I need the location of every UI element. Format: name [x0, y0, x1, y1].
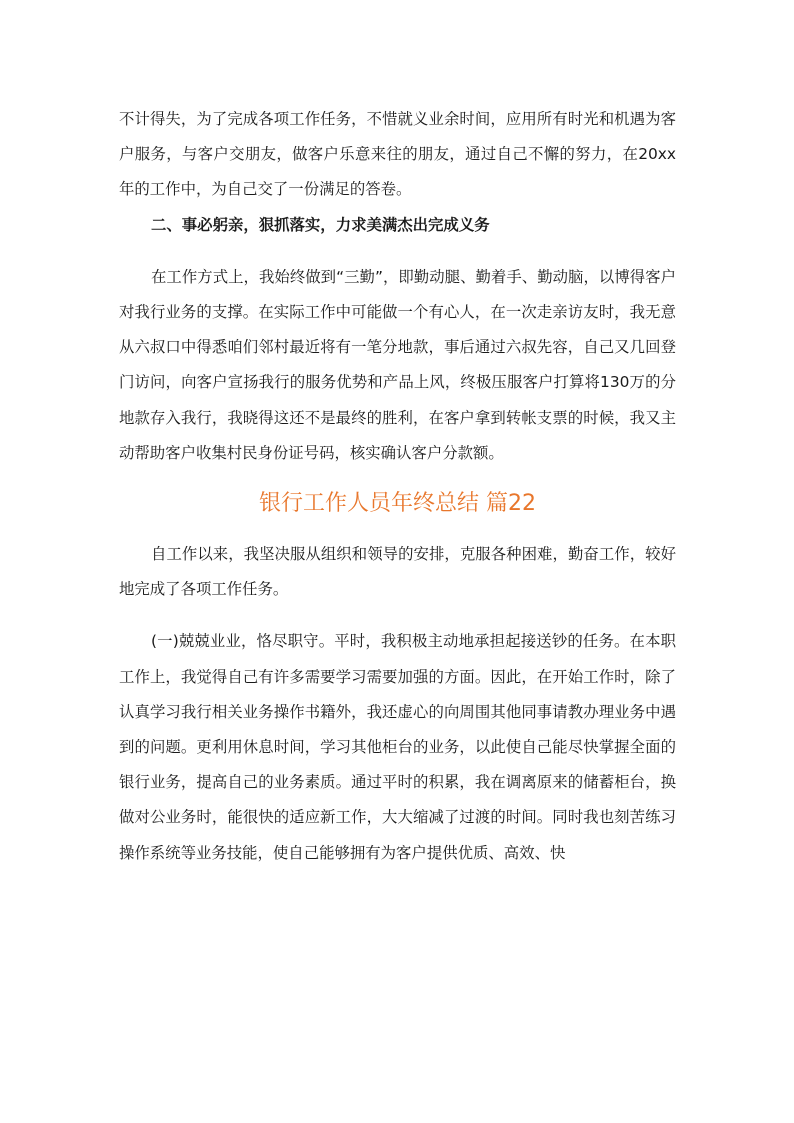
paragraph-intro: 自工作以来，我坚决服从组织和领导的安排，克服各种困难，勤奋工作，较好地完成了各项工作任务。 — [119, 545, 676, 599]
article-title: 银行工作人员年终总结 篇22 — [259, 491, 536, 517]
paragraph-continuation: 不计得失，为了完成各项工作任务，不惜就义业余时间，应用所有时光和机遇为客户服务，与客户交朋友，做客户乐意来往的朋友，通过自己不懈的努力，在20xx年的工作中，为自己交了一份满足的答卷。 — [119, 110, 676, 199]
section-heading: 二、事必躬亲，狠抓落实，力求美满杰出完成义务 — [151, 215, 490, 234]
paragraph-work-method: 在工作方式上，我始终做到“三勤”，即勤动腿、勤着手、勤动脑，以博得客户对我行业务的支撑。在实际工作中可能做一个有心人，在一次走亲访友时，我无意从六叔口中得悉咱们邻村最近将有一笔分地款，事后通过六叔先容，自己又几回登门访问，向客户宣扬我行的服务优势和产品上风，终极压服客户打算将130万的分地款存入我行，我晓得这还不是最终的胜利，在客户拿到转帐支票的时候，我又主动帮助客户收集村民身份证号码，核实确认客户分款额。 — [119, 267, 676, 462]
document-page — [119, 102, 676, 871]
paragraph-diligence: (一)兢兢业业，恪尽职守。平时，我积极主动地承担起接送钞的任务。在本职工作上，我觉得自己有许多需要学习需要加强的方面。因此，在开始工作时，除了认真学习我行相关业务操作书籍外，我还虚心的向周围其他同事请教办理业务中遇到的问题。更利用休息时间，学习其他柜台的业务，以此使自己能尽快掌握全面的银行业务，提高自己的业务素质。通过平时的积累，我在调离原来的储蓄柜台，换做对公业务时，能很快的适应新工作，大大缩减了过渡的时间。同时我也刻苦练习操作系统等业务技能，使自己能够拥有为客户提供优质、高效、快 — [119, 632, 676, 862]
